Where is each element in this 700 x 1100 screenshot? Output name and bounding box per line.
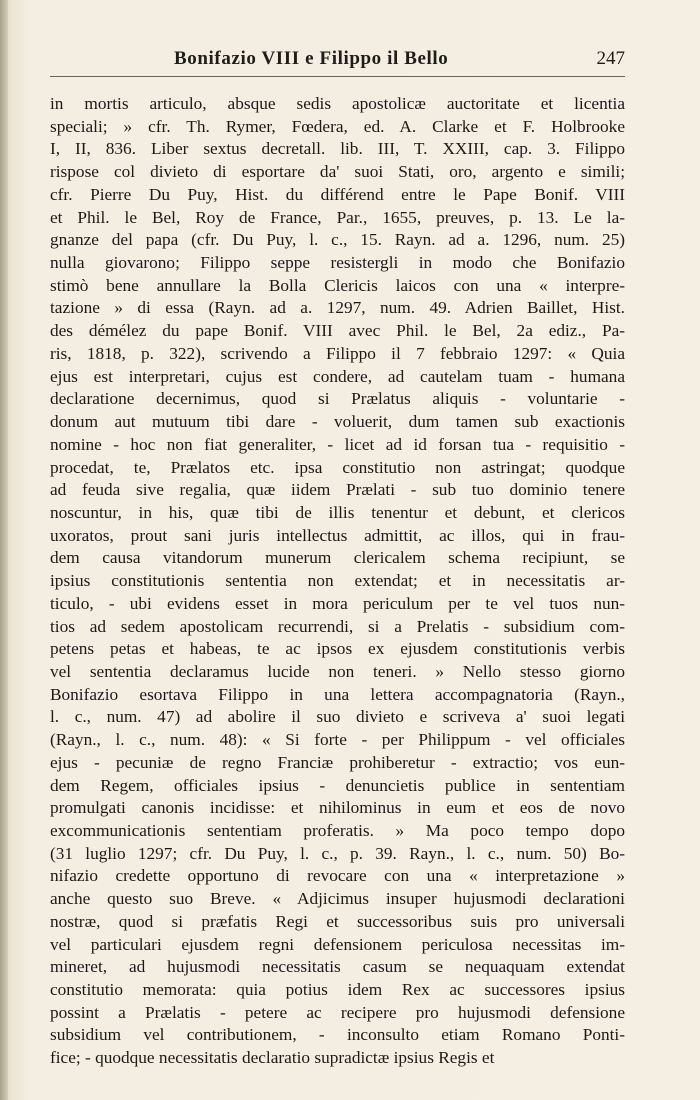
text-line: ipsius constitutionis sententia non extendat; et in necessitatis ar- — [50, 571, 625, 591]
text-line: rispose col divieto di esportare da' suoi Stati, oro, argento e simili; — [50, 162, 625, 182]
text-line: (31 luglio 1297; cfr. Du Puy, l. c., p. 39. Rayn., l. c., num. 50) Bo- — [50, 843, 625, 863]
text-line: des démélez du pape Bonif. VIII avec Phil. le Bel, 2a ediz., Pa- — [50, 321, 625, 341]
text-line: vel particulari ejusdem regni defensionem periculosa necessitas im- — [50, 934, 625, 954]
text-line: tios ad sedem apostolicam recurrendi, si a Prelatis - subsidium com- — [50, 616, 625, 636]
text-line: tazione » di essa (Rayn. ad a. 1297, num. 49. Adrien Baillet, Hist. — [50, 298, 625, 318]
text-line: ticulo, - ubi evidens esset in mora periculum per te vel tuos nun- — [50, 593, 625, 613]
text-line: ejus - pecuniæ de regno Franciæ prohiberetur - extractio; vos eun- — [50, 752, 625, 772]
text-line: ejus est interpretari, cujus est condere, ad cautelam tuam - humana — [50, 366, 625, 386]
text-line: procedat, te, Prælatos etc. ipsa constitutio non astringat; quodque — [50, 457, 625, 477]
text-line: Bonifazio esortava Filippo in una lettera accompagnatoria (Rayn., — [50, 684, 625, 704]
text-line: ris, 1818, p. 322), scrivendo a Filippo il 7 febbraio 1297: « Quia — [50, 343, 625, 363]
text-line: dem causa vitandorum munerum clericalem schema recipiunt, se — [50, 548, 625, 568]
text-line: nostræ, quod si præfatis Regi et successoribus suis pro universali — [50, 911, 625, 931]
text-line: fice; - quodque necessitatis declaratio supradictæ ipsius Regis et — [50, 1048, 495, 1068]
text-line: anche questo suo Breve. « Adjicimus insuper hujusmodi declarationi — [50, 889, 625, 909]
text-line: (Rayn., l. c., num. 48): « Si forte - per Philippum - vel officiales — [50, 730, 625, 750]
text-line: promulgati canonis incidisse: et nihilominus in eum et eos de novo — [50, 798, 625, 818]
text-line: stimò bene annullare la Bolla Clericis laicos con una « interpre- — [50, 275, 625, 295]
text-line: gnanze del papa (cfr. Du Puy, l. c., 15. Rayn. ad a. 1296, num. 25) — [50, 230, 625, 250]
text-line: uxoratos, prout sani juris intellectus admittit, ac illos, qui in frau- — [50, 525, 625, 545]
text-line: speciali; » cfr. Th. Rymer, Fœdera, ed. A. Clarke et F. Holbrooke — [50, 116, 625, 136]
page-gutter — [0, 0, 8, 1100]
text-line: donum aut mutuum tibi dare - voluerit, dum tamen sub exactionis — [50, 412, 625, 432]
text-line: petens petas et habeas, te ac ipsos ex ejusdem constitutionis verbis — [50, 639, 625, 659]
text-line: declaratione decernimus, quod si Prælatus aliquis - voluntarie - — [50, 389, 625, 409]
text-line: vel sententia declaramus lucide non teneri. » Nello stesso giorno — [50, 661, 625, 681]
running-title: Bonifazio VIII e Filippo il Bello — [174, 48, 449, 69]
page-header — [50, 48, 625, 74]
header-rule — [50, 76, 625, 77]
text-line: dem Regem, officiales ipsius - denuncietis publice in sententiam — [50, 775, 625, 795]
text-line: in mortis articulo, absque sedis apostolicæ auctoritate et licentia — [50, 94, 625, 113]
body-text — [50, 93, 625, 1070]
text-line: mineret, ad hujusmodi necessitatis casum se nequaquam extendat — [50, 957, 625, 977]
text-line: l. c., num. 47) ad abolire il suo divieto e scriveva a' suoi legati — [50, 707, 625, 727]
text-line: constitutio memorata: quia potius idem Rex ac successores ipsius — [50, 980, 625, 1000]
text-line: possint a Prælatis - petere ac recipere pro hujusmodi defensione — [50, 1002, 625, 1022]
text-line: nifazio credette opportuno di revocare con una « interpretazione » — [50, 866, 625, 886]
text-line: excommunicationis sententiam proferatis. » Ma poco tempo dopo — [50, 821, 625, 840]
text-line: I, II, 836. Liber sextus decretall. lib. III, T. XXIII, cap. 3. Filippo — [50, 139, 625, 159]
text-line: cfr. Pierre Du Puy, Hist. du différend entre le Pape Bonif. VIII — [50, 184, 625, 204]
text-line: nulla giovarono; Filippo seppe resistergli in modo che Bonifazio — [50, 253, 625, 273]
text-line: et Phil. le Bel, Roy de France, Par., 1655, preuves, p. 13. Le la- — [50, 207, 625, 227]
text-line: noscuntur, in his, quæ tibi de illis tenentur et debunt, et clericos — [50, 502, 625, 522]
text-line: ad feuda sive regalia, quæ iidem Prælati - sub tuo dominio tenere — [50, 480, 625, 500]
page-number: 247 — [596, 48, 625, 69]
text-line: nomine - hoc non fiat generaliter, - licet ad id forsan tua - requisitio - — [50, 434, 625, 454]
text-line: subsidium vel contributionem, - inconsulto etiam Romano Ponti- — [50, 1025, 625, 1045]
